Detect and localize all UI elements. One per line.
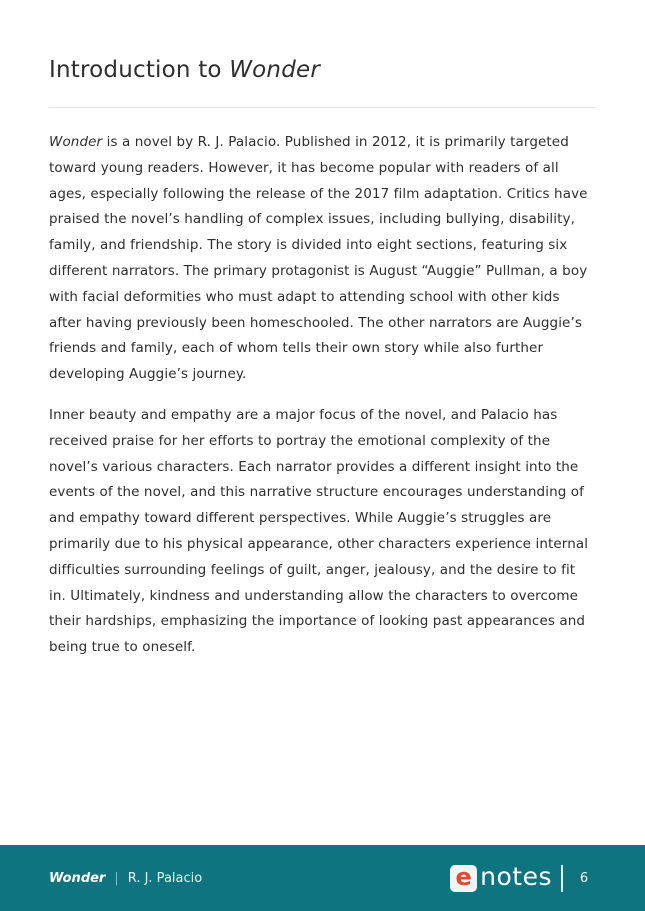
footer-page-info bbox=[450, 864, 596, 892]
page-title-book-name: Wonder bbox=[229, 57, 320, 83]
enotes-logo-e-letter: e bbox=[455, 863, 472, 891]
paragraph-1-book-name: Wonder bbox=[49, 134, 103, 150]
page-title bbox=[49, 0, 596, 83]
intro-paragraph-1 bbox=[49, 130, 596, 388]
intro-paragraph-2 bbox=[49, 403, 596, 661]
enotes-logo-icon bbox=[450, 865, 477, 892]
footer-separator: | bbox=[114, 870, 119, 886]
title-divider bbox=[49, 107, 596, 108]
footer-book-info bbox=[49, 871, 202, 886]
footer-bar bbox=[0, 845, 645, 911]
footer-page-divider bbox=[561, 865, 563, 892]
page-title-prefix: Introduction to bbox=[49, 57, 230, 83]
page-number: 6 bbox=[579, 870, 589, 886]
footer-book-title: Wonder bbox=[49, 870, 106, 886]
paragraph-2-text: Inner beauty and empathy are a major focus of the novel, and Palacio has received praise for her efforts to portray the emotional complexity of the novel’s various characters. Each narrator provides a different insight into the events of the novel, and this narrative structure encourages understanding of and empathy toward different perspectives. While Auggie’s struggles are primarily due to his physical appearance, other characters experience internal difficulties surrounding feelings of guilt, anger, jealousy, and the desire to fit in. Ultimately, kindness and understanding allow the characters to overcome their hardships, emphasizing the importance of looking past appearances and being true to oneself. bbox=[49, 406, 589, 656]
paragraph-1-text: is a novel by R. J. Palacio. Published in 2012, it is primarily targeted toward young readers. However, it has become popular with readers of all ages, especially following the release of the 2017 film adaptation. Critics have praised the novel’s handling of complex issues, including bullying, disability, family, and friendship. The story is divided into eight sections, featuring six different narrators. The primary protagonist is August “Auggie” Pullman, a boy with facial deformities who must adapt to attending school with other kids after having previously been homeschooled. The other narrators are Auggie’s friends and family, each of whom tells their own story while also further developing Auggie’s journey. bbox=[49, 134, 588, 383]
enotes-logo bbox=[450, 864, 552, 892]
footer-author: R. J. Palacio bbox=[127, 870, 203, 886]
enotes-logo-notes-text: notes bbox=[480, 862, 552, 891]
